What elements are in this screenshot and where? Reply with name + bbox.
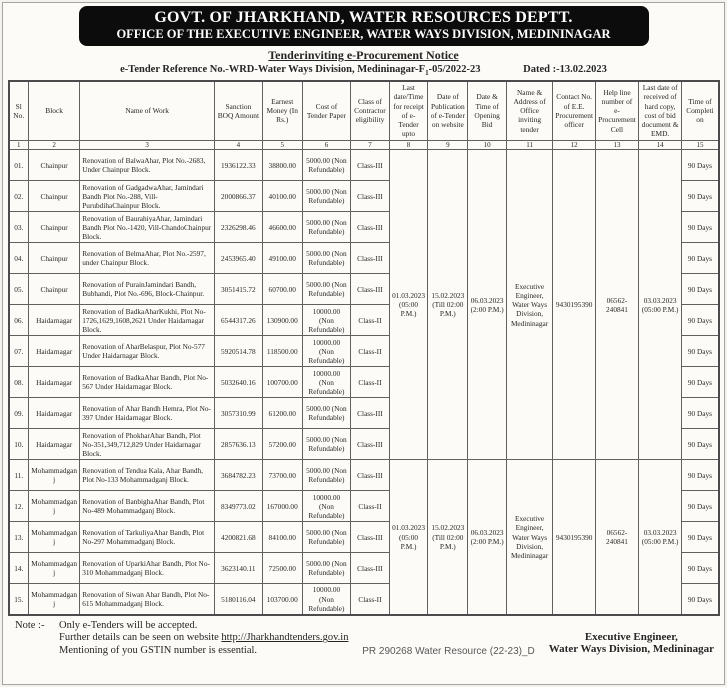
column-number-row xyxy=(9,140,719,150)
cell-work: Renovation of BaurahiyaAhar, Jamindari Bandh Plot No.-1420, Vill-ChandoChainpur Block. xyxy=(80,212,215,243)
cell-class: Class-II xyxy=(351,305,390,336)
cell-work: Renovation of BalwaAhar, Plot No.-2683, Under Chainpur Block. xyxy=(80,150,215,181)
cell-sl: 08. xyxy=(9,367,29,398)
cell-contact: 9430195390 xyxy=(553,460,596,615)
cell-block: Chainpur xyxy=(29,212,80,243)
cell-class: Class-II xyxy=(351,336,390,367)
cell-sl: 12. xyxy=(9,491,29,522)
cell-sl: 09. xyxy=(9,398,29,429)
cell-earnest: 103700.00 xyxy=(262,584,302,615)
cell-block: Chainpur xyxy=(29,274,80,305)
cell-work: Renovation of Tendua Kala, Ahar Bandh, Plot No-133 Mohammadganj Block. xyxy=(80,460,215,491)
signature-office: Water Ways Division, Medininagar xyxy=(548,642,714,655)
footer xyxy=(15,620,714,658)
col-number-11: 11 xyxy=(506,140,552,150)
cell-contact: 9430195390 xyxy=(553,150,596,460)
col-header-8: Last date/Time for receipt of e-Tender upto xyxy=(389,81,428,140)
cell-block: Haidarnagar xyxy=(29,336,80,367)
cell-boq: 2453965.40 xyxy=(215,243,263,274)
cell-cost: 5000.00 (Non Refundable) xyxy=(302,274,350,305)
cell-work: Renovation of AharBelaspur, Plot No-577 Under Haidarnagar Block. xyxy=(80,336,215,367)
cell-opening: 06.03.2023 (2:00 P.M.) xyxy=(468,460,507,615)
cell-work: Renovation of PhokharAhar Bandh, Plot No-351,349,712,829 Under Haidarnagar Block. xyxy=(80,429,215,460)
col-header-12: Contact No. of E.E. Procurement officer xyxy=(553,81,596,140)
cell-earnest: 100700.00 xyxy=(262,367,302,398)
cell-sl: 03. xyxy=(9,212,29,243)
col-header-7: Class of Contractor eligibility xyxy=(351,81,390,140)
cell-block: Haidarnagar xyxy=(29,429,80,460)
reference-suffix: -05/2022-23 xyxy=(428,64,481,75)
cell-earnest: 60700.00 xyxy=(262,274,302,305)
cell-sl: 02. xyxy=(9,181,29,212)
col-number-5: 5 xyxy=(262,140,302,150)
cell-cost: 10000.00 (Non Refundable) xyxy=(302,584,350,615)
cell-days: 90 Days xyxy=(682,367,719,398)
cell-days: 90 Days xyxy=(682,491,719,522)
col-number-10: 10 xyxy=(468,140,507,150)
table-header-row xyxy=(9,81,719,140)
cell-days: 90 Days xyxy=(682,243,719,274)
cell-work: Renovation of TarkuliyaAhar Bandh, Plot No-297 Mohammadganj Block. xyxy=(80,522,215,553)
col-number-14: 14 xyxy=(638,140,682,150)
cell-cost: 10000.00 (Non Refundable) xyxy=(302,367,350,398)
cell-helpline: 06562-240841 xyxy=(596,150,639,460)
cell-days: 90 Days xyxy=(682,460,719,491)
col-number-15: 15 xyxy=(682,140,719,150)
cell-work: Renovation of BelmaAhar, Plot No.-2597, under Chainpur Block. xyxy=(80,243,215,274)
col-header-10: Date & Time of Opening Bid xyxy=(468,81,507,140)
cell-class: Class-III xyxy=(351,553,390,584)
cell-work: Renovation of BadkaAharKukhi, Plot No-1726,1629,1608,2621 Under Haidarnagar Block. xyxy=(80,305,215,336)
col-header-11: Name & Address of Office inviting tender xyxy=(506,81,552,140)
cell-office: Executive Engineer, Water Ways Division, Medininagar xyxy=(506,150,552,460)
cell-boq: 5032640.16 xyxy=(215,367,263,398)
cell-days: 90 Days xyxy=(682,429,719,460)
cell-work: Renovation of BanbighaAhar Bandh, Plot No-489 Mohammadganj Block. xyxy=(80,491,215,522)
col-header-3: Name of Work xyxy=(80,81,215,140)
notice-title: Tenderinviting e-Procurement Notice xyxy=(268,48,459,62)
cell-block: Mohammadganj xyxy=(29,584,80,615)
cell-class: Class-III xyxy=(351,522,390,553)
col-header-9: Date of Publication of e-Tender on website xyxy=(428,81,468,140)
reference-line xyxy=(3,64,724,77)
cell-class: Class-II xyxy=(351,584,390,615)
cell-cost: 5000.00 (Non Refundable) xyxy=(302,522,350,553)
note-line-2: Further details can be seen on website xyxy=(59,632,219,644)
office-title: OFFICE OF THE EXECUTIVE ENGINEER, WATER WAYS DIVISION, MEDININAGAR xyxy=(116,27,611,41)
cell-earnest: 46600.00 xyxy=(262,212,302,243)
cell-class: Class-II xyxy=(351,491,390,522)
cell-sl: 14. xyxy=(9,553,29,584)
col-number-8: 8 xyxy=(389,140,428,150)
note-line xyxy=(15,645,362,658)
cell-boq: 2857636.13 xyxy=(215,429,263,460)
cell-class: Class-III xyxy=(351,460,390,491)
cell-office: Executive Engineer, Water Ways Division, Medininagar xyxy=(506,460,552,615)
signature-block xyxy=(549,620,714,655)
cell-work: Renovation of PurainJamindari Bandh, Bubhandi, Plot No.-696, Block-Chainpur. xyxy=(80,274,215,305)
cell-cost: 5000.00 (Non Refundable) xyxy=(302,398,350,429)
document-page xyxy=(2,2,725,685)
cell-cost: 10000.00 (Non Refundable) xyxy=(302,305,350,336)
col-number-12: 12 xyxy=(553,140,596,150)
cell-class: Class-III xyxy=(351,398,390,429)
col-header-4: Sanction BOQ Amount xyxy=(215,81,263,140)
cell-sl: 10. xyxy=(9,429,29,460)
cell-boq: 1936122.33 xyxy=(215,150,263,181)
col-number-7: 7 xyxy=(351,140,390,150)
cell-boq: 5180116.04 xyxy=(215,584,263,615)
cell-sl: 05. xyxy=(9,274,29,305)
cell-earnest: 49100.00 xyxy=(262,243,302,274)
cell-class: Class-III xyxy=(351,150,390,181)
cell-cost: 10000.00 (Non Refundable) xyxy=(302,491,350,522)
cell-class: Class-III xyxy=(351,212,390,243)
cell-days: 90 Days xyxy=(682,398,719,429)
cell-work: Renovation of UparkiAhar Bandh, Plot No-310 Mohammadganj Block. xyxy=(80,553,215,584)
note-line-1: Only e-Tenders will be accepted. xyxy=(59,619,198,631)
cell-class: Class-III xyxy=(351,429,390,460)
col-header-13: Help line number of e-Procurement Cell xyxy=(596,81,639,140)
col-number-13: 13 xyxy=(596,140,639,150)
signature-title: Executive Engineer, xyxy=(584,630,678,643)
cell-boq: 2000866.37 xyxy=(215,181,263,212)
cell-days: 90 Days xyxy=(682,522,719,553)
website-link[interactable]: http://Jharkhandtenders.gov.in xyxy=(221,632,349,644)
cell-receipt: 01.03.2023 (05:00 P.M.) xyxy=(389,460,428,615)
cell-block: Chainpur xyxy=(29,150,80,181)
col-header-5: Earnest Money (In Rs.) xyxy=(262,81,302,140)
cell-publication: 15.02.2023 (Till 02:00 P.M.) xyxy=(428,150,468,460)
cell-hardcopy: 03.03.2023 (05:00 P.M.) xyxy=(638,150,682,460)
cell-earnest: 130900.00 xyxy=(262,305,302,336)
cell-days: 90 Days xyxy=(682,584,719,615)
cell-boq: 3051415.72 xyxy=(215,274,263,305)
cell-boq: 6544317.26 xyxy=(215,305,263,336)
cell-days: 90 Days xyxy=(682,553,719,584)
col-header-15: Time of Completion xyxy=(682,81,719,140)
cell-sl: 13. xyxy=(9,522,29,553)
cell-days: 90 Days xyxy=(682,274,719,305)
cell-class: Class-III xyxy=(351,243,390,274)
cell-sl: 01. xyxy=(9,150,29,181)
cell-boq: 8349773.02 xyxy=(215,491,263,522)
cell-sl: 15. xyxy=(9,584,29,615)
col-number-1: 1 xyxy=(9,140,29,150)
cell-cost: 10000.00 (Non Refundable) xyxy=(302,336,350,367)
cell-cost: 5000.00 (Non Refundable) xyxy=(302,460,350,491)
reference-text xyxy=(120,64,481,78)
cell-cost: 5000.00 (Non Refundable) xyxy=(302,181,350,212)
cell-cost: 5000.00 (Non Refundable) xyxy=(302,212,350,243)
cell-earnest: 38800.00 xyxy=(262,150,302,181)
cell-receipt: 01.03.2023 (05:00 P.M.) xyxy=(389,150,428,460)
cell-block: Chainpur xyxy=(29,243,80,274)
cell-work: Renovation of Siwan Ahar Bandh, Plot No-615 Mohammadganj Block. xyxy=(80,584,215,615)
col-header-1: Sl No. xyxy=(9,81,29,140)
note-line xyxy=(15,620,362,633)
col-header-2: Block xyxy=(29,81,80,140)
table-row xyxy=(9,460,719,491)
cell-block: Chainpur xyxy=(29,181,80,212)
cell-block: Mohammadganj xyxy=(29,460,80,491)
cell-earnest: 57200.00 xyxy=(262,429,302,460)
cell-opening: 06.03.2023 (2:00 P.M.) xyxy=(468,150,507,460)
table-row xyxy=(9,150,719,181)
note-line-3: Mentioning of you GSTIN number is essential. xyxy=(59,645,258,657)
note-line xyxy=(15,632,362,645)
cell-block: Mohammadganj xyxy=(29,553,80,584)
cell-cost: 5000.00 (Non Refundable) xyxy=(302,150,350,181)
cell-earnest: 84100.00 xyxy=(262,522,302,553)
cell-publication: 15.02.2023 (Till 02:00 P.M.) xyxy=(428,460,468,615)
col-number-6: 6 xyxy=(302,140,350,150)
cell-class: Class-III xyxy=(351,181,390,212)
reference-prefix: e-Tender Reference No.-WRD-Water Ways Division, Medininagar-F xyxy=(120,64,426,75)
cell-days: 90 Days xyxy=(682,181,719,212)
cell-block: Haidarnagar xyxy=(29,367,80,398)
cell-earnest: 118500.00 xyxy=(262,336,302,367)
tender-table xyxy=(8,80,720,616)
note-block xyxy=(15,620,362,658)
cell-boq: 3684782.23 xyxy=(215,460,263,491)
cell-helpline: 06562-240841 xyxy=(596,460,639,615)
cell-work: Renovation of BadkaAhar Bandh, Plot No-567 Under Haidarnagar Block. xyxy=(80,367,215,398)
cell-boq: 3623140.11 xyxy=(215,553,263,584)
col-number-2: 2 xyxy=(29,140,80,150)
cell-work: Renovation of GadgadwaAhar, Jamindari Bandh Plot No.-288, Vill-PurubdihaChainpur Block. xyxy=(80,181,215,212)
cell-block: Mohammadganj xyxy=(29,491,80,522)
cell-class: Class-II xyxy=(351,367,390,398)
cell-days: 90 Days xyxy=(682,336,719,367)
cell-class: Class-III xyxy=(351,274,390,305)
cell-boq: 2326298.46 xyxy=(215,212,263,243)
cell-boq: 5920514.78 xyxy=(215,336,263,367)
cell-block: Haidarnagar xyxy=(29,305,80,336)
cell-boq: 3057310.99 xyxy=(215,398,263,429)
reference-subscript: 1 xyxy=(425,69,429,78)
cell-days: 90 Days xyxy=(682,212,719,243)
col-number-3: 3 xyxy=(80,140,215,150)
col-header-14: Last date of received of hard copy, cost of bid document & EMD. xyxy=(638,81,682,140)
cell-sl: 04. xyxy=(9,243,29,274)
cell-boq: 4200821.68 xyxy=(215,522,263,553)
col-number-9: 9 xyxy=(428,140,468,150)
cell-sl: 06. xyxy=(9,305,29,336)
cell-sl: 11. xyxy=(9,460,29,491)
cell-cost: 5000.00 (Non Refundable) xyxy=(302,243,350,274)
cell-block: Haidarnagar xyxy=(29,398,80,429)
col-header-6: Cost of Tender Paper xyxy=(302,81,350,140)
pr-number: PR 290268 Water Resource (22-23)_D xyxy=(362,645,535,657)
cell-earnest: 61200.00 xyxy=(262,398,302,429)
note-label: Note :- xyxy=(15,619,45,631)
cell-work: Renovation of Ahar Bandh Hemra, Plot No-397 Under Haidarnagar Block. xyxy=(80,398,215,429)
cell-earnest: 73700.00 xyxy=(262,460,302,491)
cell-hardcopy: 03.03.2023 (05:00 P.M.) xyxy=(638,460,682,615)
cell-sl: 07. xyxy=(9,336,29,367)
cell-block: Mohammadganj xyxy=(29,522,80,553)
dated-text: Dated :-13.02.2023 xyxy=(523,64,607,75)
cell-cost: 5000.00 (Non Refundable) xyxy=(302,429,350,460)
cell-earnest: 72500.00 xyxy=(262,553,302,584)
cell-days: 90 Days xyxy=(682,150,719,181)
cell-earnest: 167000.00 xyxy=(262,491,302,522)
dept-title: GOVT. OF JHARKHAND, WATER RESOURCES DEPTT. xyxy=(154,9,573,26)
cell-cost: 5000.00 (Non Refundable) xyxy=(302,553,350,584)
col-number-4: 4 xyxy=(215,140,263,150)
cell-days: 90 Days xyxy=(682,305,719,336)
header-banner xyxy=(79,6,649,46)
cell-earnest: 40100.00 xyxy=(262,181,302,212)
